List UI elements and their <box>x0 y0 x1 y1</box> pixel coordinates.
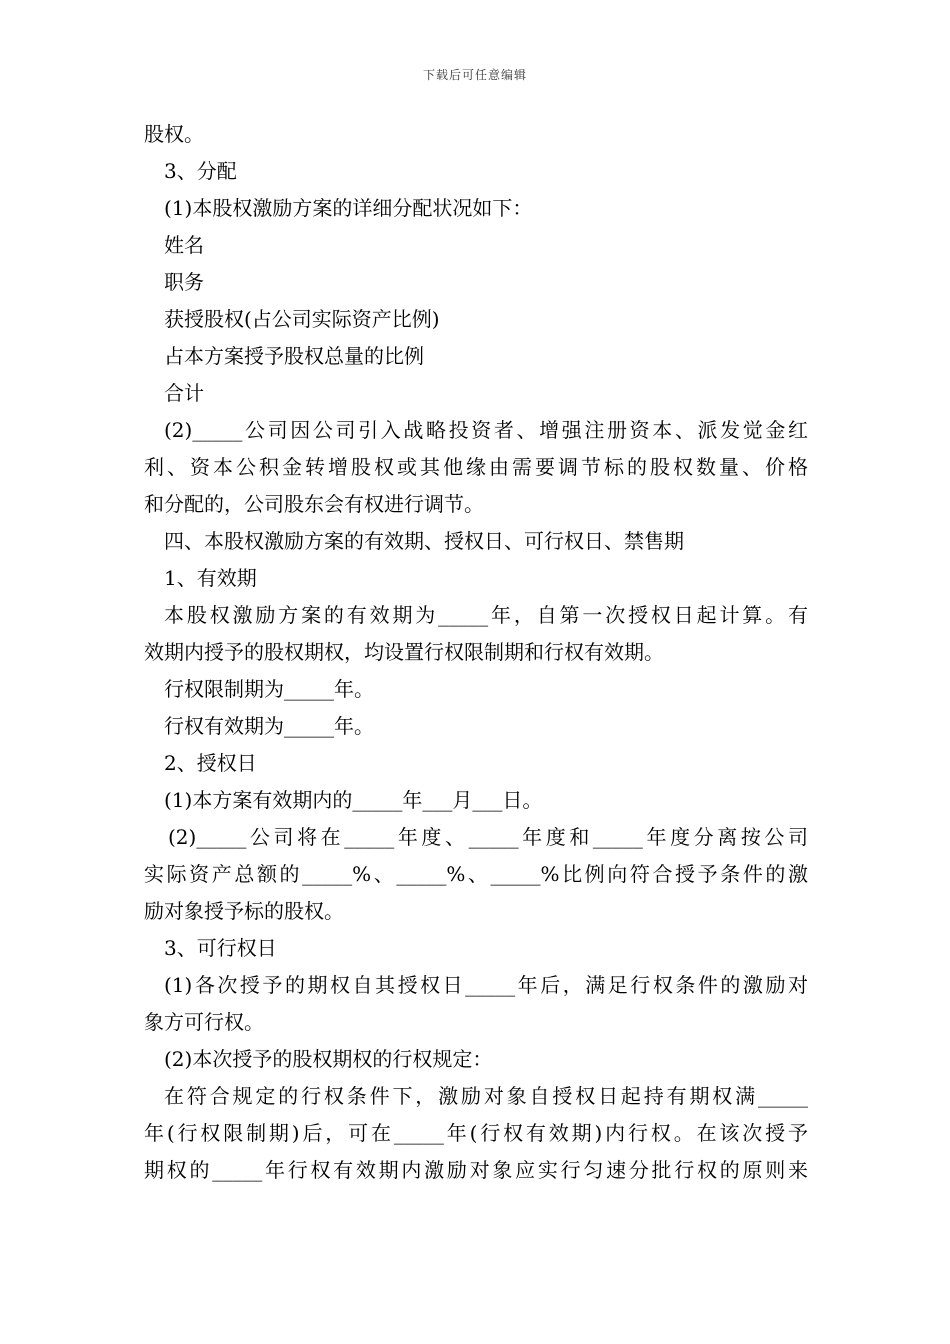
paragraph-line: (1)本股权激励方案的详细分配状况如下： <box>164 196 533 220</box>
section-heading: 3、分配 <box>164 159 237 183</box>
table-column-label: 占本方案授予股权总量的比例 <box>164 344 424 368</box>
paragraph-line: 股权。 <box>144 122 204 146</box>
paragraph-line: 和分配的，公司股东会有权进行调节。 <box>144 492 484 516</box>
paragraph-line: 期权的_____年行权有效期内激励对象应实行匀速分批行权的原则来 <box>144 1158 808 1182</box>
paragraph-line: (1)本方案有效期内的_____年___月___日。 <box>164 788 543 812</box>
paragraph-line: (1)各次授予的期权自其授权日_____年后，满足行权条件的激励对 <box>164 973 808 997</box>
paragraph-line: 利、资本公积金转增股权或其他缘由需要调节标的股权数量、价格 <box>144 455 808 479</box>
document-body <box>144 116 808 1189</box>
paragraph-line: (2)_____公司因公司引入战略投资者、增强注册资本、派发觉金红 <box>164 418 808 442</box>
paragraph-line: 年(行权限制期)后，可在_____年(行权有效期)内行权。在该次授予 <box>144 1121 808 1145</box>
section-heading: 2、授权日 <box>164 751 257 775</box>
paragraph-line: 行权有效期为_____年。 <box>164 714 374 738</box>
section-heading: 3、可行权日 <box>164 936 277 960</box>
section-heading: 四、本股权激励方案的有效期、授权日、可行权日、禁售期 <box>164 529 684 553</box>
page-header: 下载后可任意编辑 <box>422 68 527 82</box>
paragraph-line: 励对象授予标的股权。 <box>144 899 344 923</box>
table-column-label: 职务 <box>164 270 204 294</box>
paragraph-line: 实际资产总额的_____%、_____%、_____%比例向符合授予条件的激 <box>144 862 808 886</box>
table-column-label: 合计 <box>164 381 204 405</box>
paragraph-line: (2)_____公司将在_____年度、_____年度和_____年度分离按公司 <box>168 825 808 849</box>
paragraph-line: 行权限制期为_____年。 <box>164 677 374 701</box>
paragraph-line: 效期内授予的股权期权，均设置行权限制期和行权有效期。 <box>144 640 664 664</box>
paragraph-line: (2)本次授予的股权期权的行权规定： <box>164 1047 493 1071</box>
table-column-label: 姓名 <box>164 233 204 257</box>
paragraph-line: 本股权激励方案的有效期为_____年，自第一次授权日起计算。有 <box>164 603 808 627</box>
table-column-label: 获授股权(占公司实际资产比例) <box>164 307 440 331</box>
section-heading: 1、有效期 <box>164 566 257 590</box>
paragraph-line: 在符合规定的行权条件下，激励对象自授权日起持有期权满_____ <box>164 1084 808 1108</box>
paragraph-line: 象方可行权。 <box>144 1010 264 1034</box>
